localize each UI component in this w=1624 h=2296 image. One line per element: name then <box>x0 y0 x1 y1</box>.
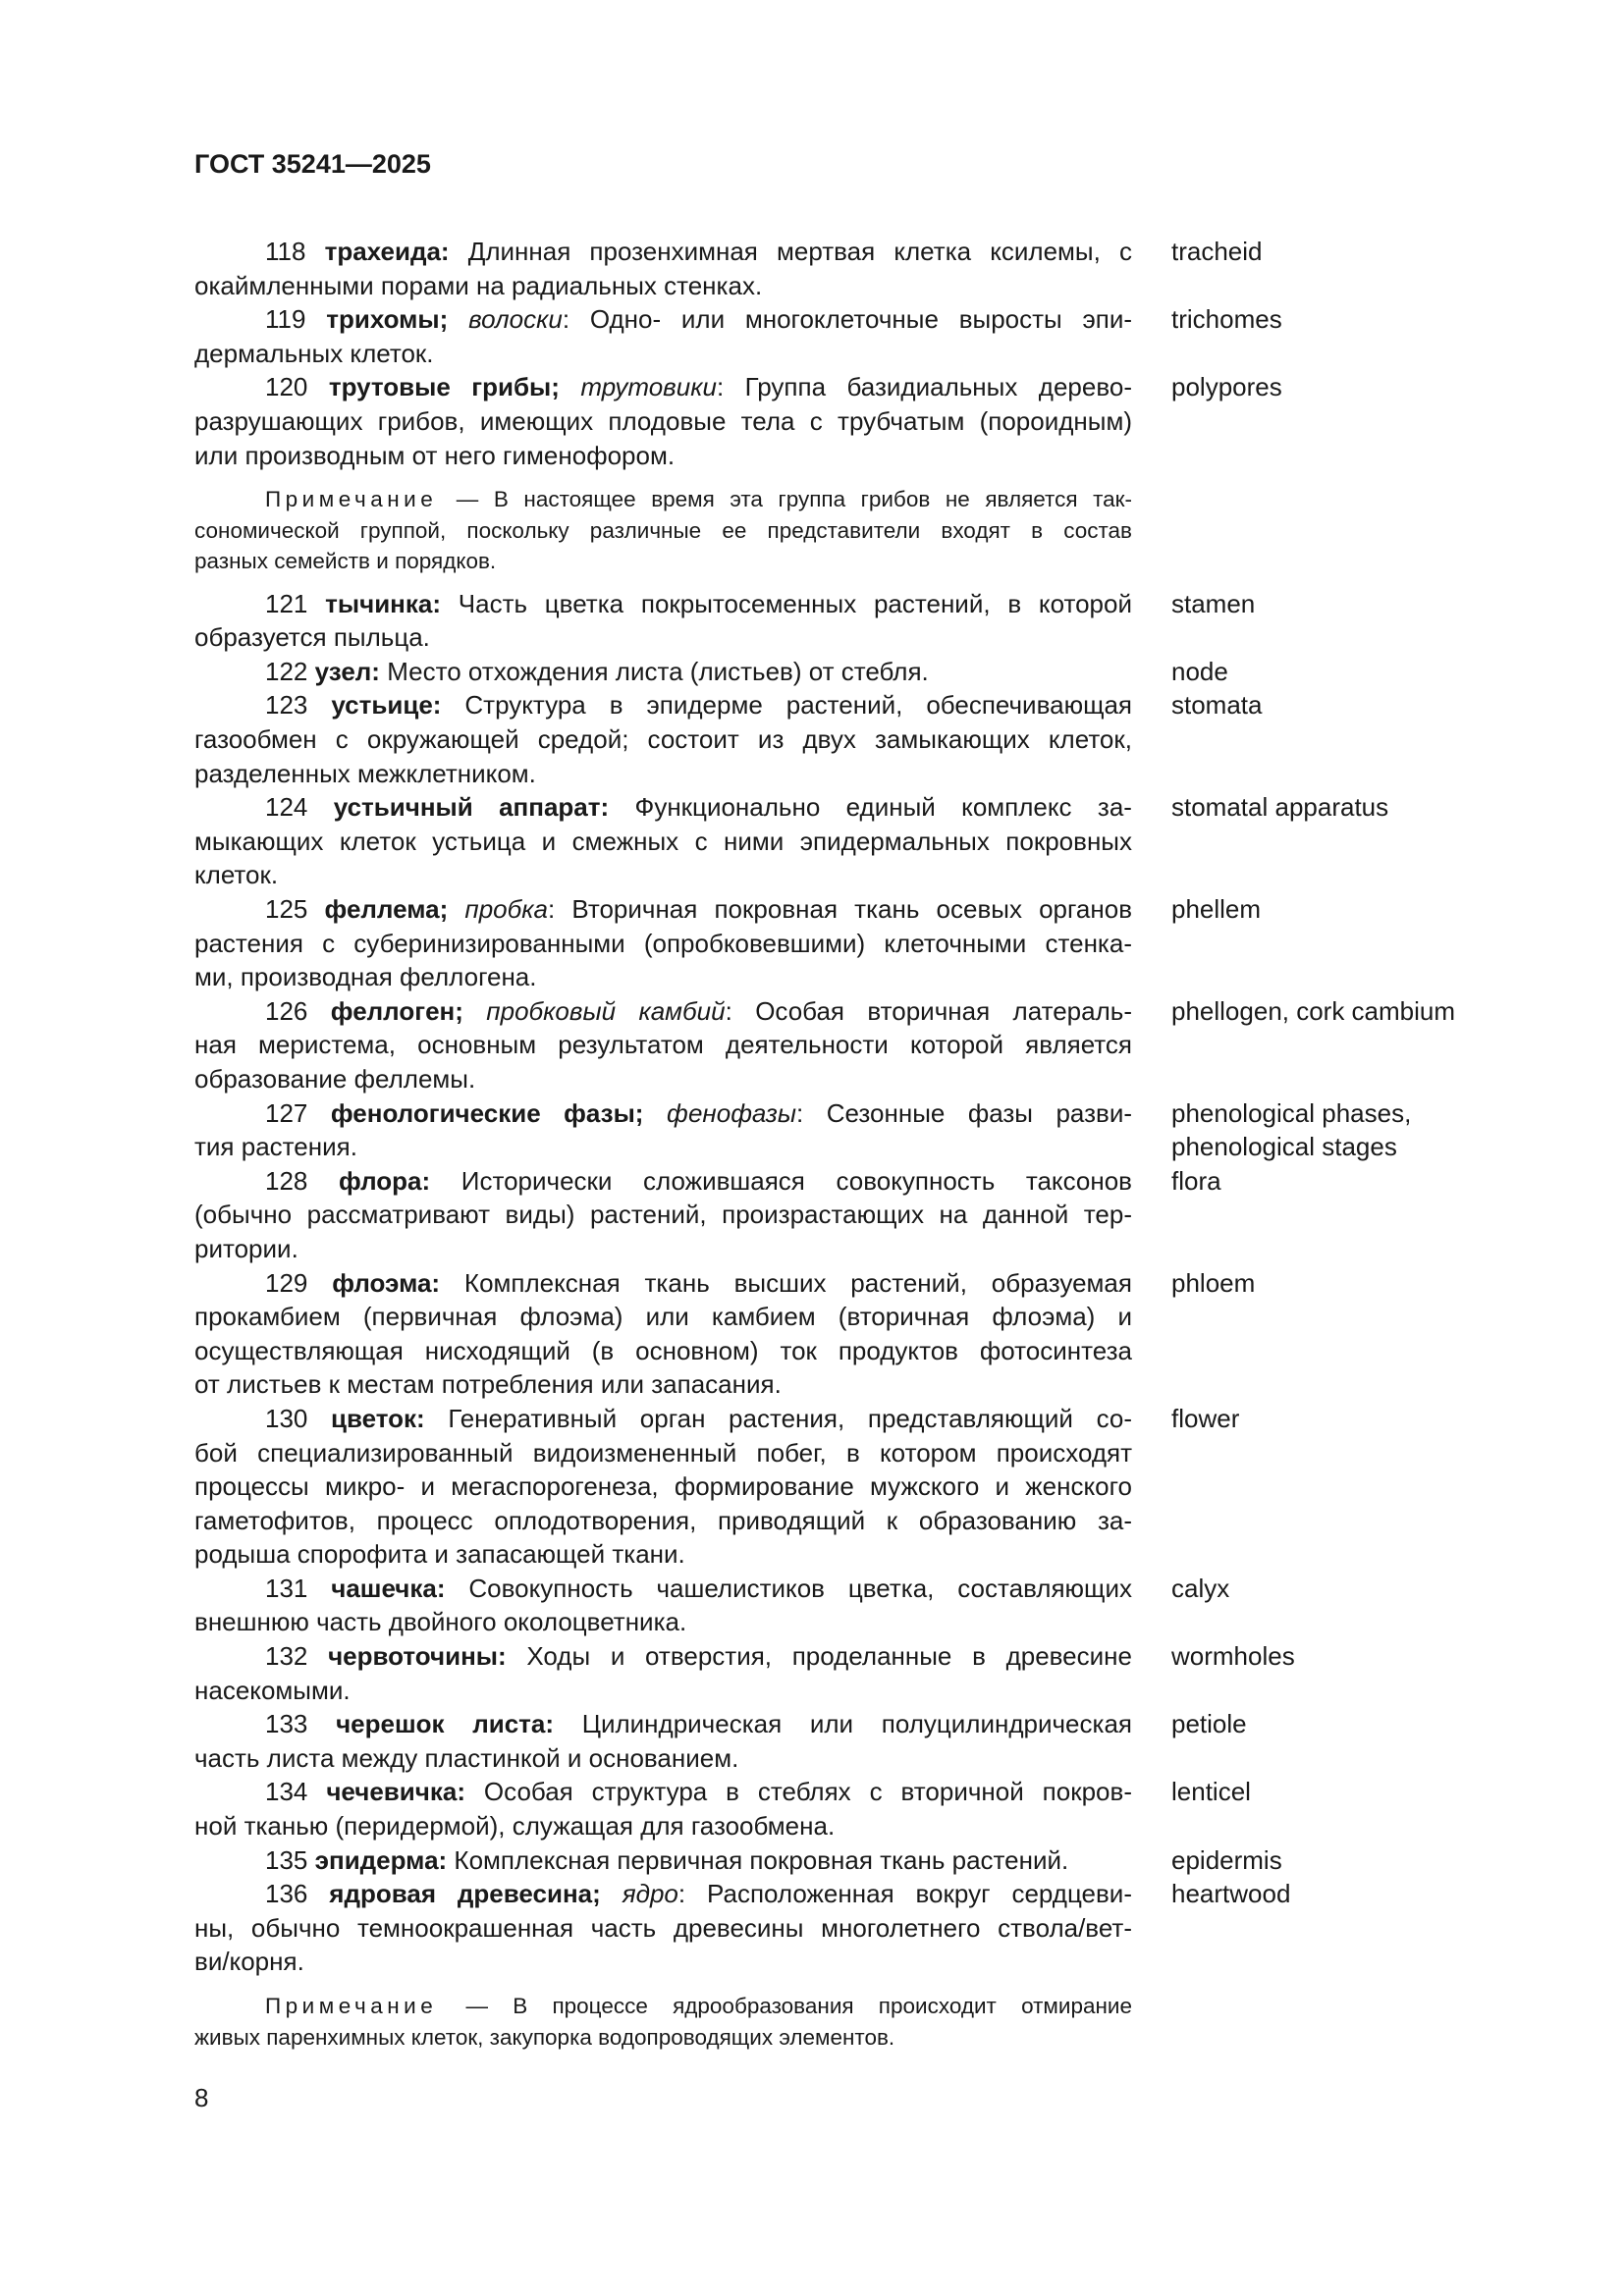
english-term: tracheid <box>1171 237 1263 266</box>
term-name: червоточины: <box>328 1641 507 1672</box>
definition-line <box>194 688 1132 722</box>
english-equivalent <box>1171 1266 1255 1402</box>
definition-text: Сезонные фазы разви- <box>826 1097 1133 1128</box>
term-name: трихомы; <box>326 304 449 335</box>
english-equivalent <box>1171 892 1261 994</box>
english-term: epidermis <box>1171 1844 1282 1875</box>
term-definition <box>194 994 1132 1096</box>
english-equivalent <box>1171 1164 1221 1266</box>
definition-line <box>194 1639 1132 1674</box>
definition-text: родыша спорофита и запасающей ткани. <box>194 1539 685 1570</box>
definition-text: внешнюю часть двойного околоцветника. <box>194 1607 687 1637</box>
definition-line <box>194 1572 1132 1606</box>
definition-line <box>194 1537 1132 1572</box>
english-term: phenological stages <box>1171 1132 1397 1162</box>
term-number: 128 <box>265 1165 308 1196</box>
english-equivalent <box>1171 1639 1295 1707</box>
term-name: трахеида: <box>324 237 450 266</box>
note-line <box>194 484 1132 515</box>
definition-text: ны, обычно темноокрашенная часть древесины многолетнего ствола/вет- <box>194 1912 1132 1943</box>
english-term: lenticel <box>1171 1777 1251 1807</box>
english-term: phloem <box>1171 1267 1256 1298</box>
note-line <box>194 515 1132 547</box>
english-term: wormholes <box>1171 1641 1295 1672</box>
definition-text: дермальных клеток. <box>194 338 434 368</box>
term-name: ядровая древесина; <box>329 1879 601 1909</box>
english-equivalent <box>1171 655 1228 689</box>
term-entry <box>194 1402 1471 1572</box>
definition-line <box>194 1402 1132 1436</box>
term-definition <box>194 1843 1132 1878</box>
definition-line <box>194 722 1132 757</box>
definition-text: осуществляющая нисходящий (в основном) ток продуктов фотосинтеза <box>194 1335 1132 1365</box>
term-name: устьице: <box>331 690 442 721</box>
definition-text: мыкающих клеток устьица и смежных с ними эпидермальных покровных <box>194 826 1132 856</box>
definition-text: разделенных межклетником. <box>194 758 536 788</box>
definition-text: разрушающих грибов, имеющих плодовые тела с трубчатым (пороидным) <box>194 405 1132 436</box>
definition-text: от листьев к местам потребления или запасания. <box>194 1369 782 1400</box>
note-text: сономической группой, поскольку различные ее представители входят в состав <box>194 517 1132 543</box>
term-number: 123 <box>265 690 308 721</box>
terms-list <box>194 235 1471 2062</box>
definition-line <box>194 1809 1132 1843</box>
english-equivalent <box>1171 587 1255 655</box>
english-term: stamen <box>1171 588 1256 618</box>
definition-text: Ходы и отверстия, проделанные в древесине <box>526 1641 1132 1672</box>
definition-text: тия растения. <box>194 1132 357 1162</box>
term-definition <box>194 302 1132 370</box>
term-definition <box>194 587 1132 655</box>
english-equivalent <box>1171 1096 1411 1164</box>
english-term: heartwood <box>1171 1879 1291 1909</box>
english-term: node <box>1171 656 1228 686</box>
definition-line: 125 феллема; пробка: Вторичная покровная ткань осевых органов <box>265 894 1133 924</box>
definition-line <box>194 757 1132 791</box>
definition-line <box>194 1062 1132 1096</box>
definition-line <box>194 825 1132 859</box>
term-name: узел: <box>314 656 380 686</box>
definition-text: Одно- или многоклеточные выросты эпи- <box>589 304 1133 335</box>
definition-line <box>194 1911 1132 1946</box>
definition-line <box>194 1945 1132 1979</box>
definition-line: 136 ядровая древесина; ядро: Расположенная вокруг сердцеви- <box>265 1879 1132 1909</box>
definition-text: Генеративный орган растения, представляющий со- <box>448 1403 1132 1433</box>
definition-text: Длинная прозенхимная мертвая клетка ксилемы, с <box>467 237 1132 266</box>
term-number: 127 <box>265 1097 308 1128</box>
definition-line <box>194 1232 1132 1266</box>
term-definition <box>194 892 1132 994</box>
term-entry <box>194 994 1471 1096</box>
term-definition <box>194 1775 1132 1842</box>
definition-text: бой специализированный видоизмененный побег, в котором происходят <box>194 1437 1132 1468</box>
term-definition <box>194 235 1132 302</box>
term-number: 131 <box>265 1573 308 1603</box>
term-number: 125 <box>265 894 308 924</box>
english-equivalent <box>1171 1402 1239 1572</box>
term-synonym: пробковый камбий <box>486 995 726 1026</box>
english-term: trichomes <box>1171 304 1282 335</box>
definition-line <box>194 269 1132 303</box>
term-definition <box>194 790 1132 892</box>
definition-line <box>194 404 1132 439</box>
term-entry <box>194 688 1471 790</box>
term-entry <box>194 1572 1471 1639</box>
term-definition <box>194 1266 1132 1402</box>
definition-text: ви/корня. <box>194 1947 304 1977</box>
term-definition <box>194 688 1132 790</box>
definition-line <box>194 927 1132 961</box>
term-number: 134 <box>265 1777 308 1807</box>
page-number: 8 <box>194 2083 209 2112</box>
definition-text: Группа базидиальных дерево- <box>744 372 1132 402</box>
term-entry <box>194 1164 1471 1266</box>
definition-line <box>194 790 1132 825</box>
definition-text: Структура в эпидерме растений, обеспечивающая <box>464 690 1132 721</box>
term-entry <box>194 655 1471 689</box>
term-number: 118 <box>265 237 306 266</box>
term-name: флоэма: <box>332 1267 441 1298</box>
term-definition <box>194 655 1132 689</box>
english-term: stomata <box>1171 690 1263 721</box>
term-entry <box>194 1843 1471 1878</box>
term-synonym: волоски <box>468 304 563 335</box>
term-name: флора: <box>339 1165 431 1196</box>
definition-text: Комплексная первичная покровная ткань растений. <box>454 1844 1069 1875</box>
term-definition <box>194 1164 1132 1266</box>
definition-line <box>194 1300 1132 1334</box>
english-term: calyx <box>1171 1573 1230 1603</box>
term-entry <box>194 892 1471 994</box>
definition-line <box>194 1674 1132 1708</box>
term-number: 135 <box>265 1844 308 1875</box>
term-entry <box>194 370 1471 472</box>
term-name: чашечка: <box>331 1573 446 1603</box>
note-text: — В настоящее время эта группа грибов не является так- <box>456 487 1132 512</box>
definition-text: часть листа между пластинкой и основанием. <box>194 1742 739 1773</box>
english-term: flower <box>1171 1403 1240 1433</box>
definition-line <box>194 1028 1132 1062</box>
definition-line <box>194 1198 1132 1232</box>
term-number: 124 <box>265 792 308 823</box>
term-entry <box>194 302 1471 370</box>
english-equivalent <box>1171 370 1282 472</box>
term-name: феллоген; <box>330 995 463 1026</box>
definition-line <box>194 1605 1132 1639</box>
term-entry <box>194 1266 1471 1402</box>
definition-text: окаймленными порами на радиальных стенках. <box>194 270 763 300</box>
note-line <box>194 546 1132 577</box>
term-synonym: трутовики <box>580 372 717 402</box>
term-synonym: фенофазы <box>666 1097 797 1128</box>
definition-line: 119 трихомы; волоски: Одно- или многоклеточные выросты эпи- <box>265 304 1133 335</box>
term-number: 121 <box>265 588 308 618</box>
note-line <box>194 2022 1132 2054</box>
english-equivalent <box>1171 1572 1229 1639</box>
definition-line <box>194 1436 1132 1470</box>
definition-text: Функционально единый комплекс за- <box>634 792 1132 823</box>
note-text: разных семейств и порядков. <box>194 549 497 574</box>
term-number: 126 <box>265 995 308 1026</box>
definition-line <box>194 620 1132 655</box>
definition-line <box>194 1334 1132 1368</box>
definition-text: газообмен с окружающей средой; состоит из двух замыкающих клеток, <box>194 724 1132 755</box>
definition-text: Расположенная вокруг сердцеви- <box>707 1879 1132 1909</box>
definition-text: Исторически сложившаяся совокупность таксонов <box>460 1165 1132 1196</box>
definition-text: образование феллемы. <box>194 1063 476 1094</box>
definition-line <box>194 655 1132 689</box>
note-label: Примечание <box>265 1994 438 2018</box>
term-number: 132 <box>265 1641 308 1672</box>
term-number: 129 <box>265 1267 308 1298</box>
term-name: устьичный аппарат: <box>333 792 610 823</box>
term-definition <box>194 1096 1132 1164</box>
definition-line <box>194 235 1132 269</box>
term-number: 122 <box>265 656 308 686</box>
note-text: — В процессе ядрообразования происходит отмирание <box>465 1994 1132 2018</box>
term-name: трутовые грибы; <box>328 372 560 402</box>
definition-line <box>194 337 1132 371</box>
definition-line <box>194 1741 1132 1776</box>
english-equivalent <box>1171 1707 1247 1775</box>
definition-line <box>194 587 1132 621</box>
definition-line <box>194 858 1132 892</box>
definition-text: Вторичная покровная ткань осевых органов <box>571 894 1133 924</box>
english-equivalent <box>1171 1843 1282 1878</box>
term-name: эпидерма: <box>314 1844 448 1875</box>
term-synonym: ядро <box>622 1879 678 1909</box>
term-synonym: пробка <box>464 894 548 924</box>
document-header: ГОСТ 35241—2025 <box>194 149 431 179</box>
definition-line <box>194 1843 1132 1878</box>
note-label: Примечание <box>265 487 438 512</box>
definition-line: 127 фенологические фазы; фенофазы: Сезонные фазы разви- <box>265 1097 1133 1128</box>
definition-line <box>194 960 1132 994</box>
definition-text: Часть цветка покрытосеменных растений, в которой <box>458 588 1132 618</box>
english-term: flora <box>1171 1165 1221 1196</box>
definition-line <box>194 1266 1132 1301</box>
english-term: phellem <box>1171 894 1262 924</box>
definition-line <box>194 1130 1132 1164</box>
english-equivalent <box>1171 235 1263 302</box>
definition-text: процессы микро- и мегаспорогенеза, формирование мужского и женского <box>194 1471 1132 1502</box>
definition-text: (обычно рассматривают виды) растений, произрастающих на данной тер- <box>194 1200 1132 1230</box>
english-equivalent <box>1171 1877 1290 1979</box>
term-entry <box>194 1775 1471 1842</box>
definition-text: Цилиндрическая или полуцилиндрическая <box>581 1709 1132 1739</box>
definition-text: насекомыми. <box>194 1675 351 1705</box>
definition-line <box>194 1775 1132 1809</box>
term-entry <box>194 235 1471 302</box>
term-definition <box>194 370 1132 472</box>
definition-text: ми, производная феллогена. <box>194 962 537 992</box>
term-definition <box>194 1572 1132 1639</box>
term-number: 120 <box>265 372 308 402</box>
english-equivalent <box>1171 302 1282 370</box>
definition-line <box>194 1164 1132 1199</box>
definition-line <box>194 439 1132 473</box>
term-name: чечевичка: <box>326 1777 465 1807</box>
note-line <box>194 1991 1132 2022</box>
english-equivalent <box>1171 790 1388 892</box>
term-entry <box>194 1096 1471 1164</box>
definition-text: ритории. <box>194 1233 298 1263</box>
english-term: polypores <box>1171 372 1282 402</box>
term-name: феллема; <box>324 894 449 924</box>
definition-text: Комплексная ткань высших растений, образуемая <box>463 1267 1132 1298</box>
term-entry <box>194 790 1471 892</box>
definition-line: 126 феллоген; пробковый камбий: Особая вторичная латераль- <box>265 995 1132 1026</box>
definition-text: ной тканью (перидермой), служащая для газообмена. <box>194 1811 836 1842</box>
term-number: 133 <box>265 1709 308 1739</box>
term-definition <box>194 1707 1132 1775</box>
definition-line <box>194 1707 1132 1741</box>
term-entry <box>194 1639 1471 1707</box>
definition-text: ная меристема, основным результатом деятельности которой является <box>194 1030 1132 1060</box>
term-name: фенологические фазы; <box>330 1097 644 1128</box>
term-name: цветок: <box>331 1403 425 1433</box>
term-number: 130 <box>265 1403 308 1433</box>
english-term: phenological phases, <box>1171 1097 1412 1128</box>
english-equivalent <box>1171 1775 1251 1842</box>
english-term: petiole <box>1171 1709 1247 1739</box>
definition-line <box>194 1469 1132 1504</box>
term-entry <box>194 1707 1471 1775</box>
term-entry <box>194 587 1471 655</box>
term-number: 119 <box>265 304 306 335</box>
definition-text: прокамбием (первичная флоэма) или камбием (вторичная флоэма) и <box>194 1302 1132 1332</box>
english-equivalent <box>1171 994 1455 1096</box>
term-name: черешок листа: <box>336 1709 555 1739</box>
term-definition <box>194 1639 1132 1707</box>
definition-text: Особая вторичная латераль- <box>755 995 1132 1026</box>
note <box>194 484 1132 577</box>
definition-text: или производным от него гименофором. <box>194 440 676 470</box>
term-number: 136 <box>265 1879 308 1909</box>
term-definition <box>194 1402 1132 1572</box>
definition-text: Особая структура в стеблях с вторичной покров- <box>483 1777 1132 1807</box>
english-equivalent <box>1171 688 1263 790</box>
definition-text: образуется пыльца. <box>194 622 430 653</box>
definition-text: гаметофитов, процесс оплодотворения, приводящий к образованию за- <box>194 1505 1132 1535</box>
definition-text: Место отхождения листа (листьев) от стебля. <box>387 656 929 686</box>
note <box>194 1991 1132 2053</box>
definition-text: клеток. <box>194 860 279 890</box>
definition-line <box>194 1504 1132 1538</box>
english-term: phellogen, cork cambium <box>1171 995 1456 1026</box>
term-definition <box>194 1877 1132 1979</box>
definition-line: 120 трутовые грибы; трутовики: Группа базидиальных дерево- <box>265 372 1132 402</box>
definition-line <box>194 1367 1132 1402</box>
english-term: stomatal apparatus <box>1171 792 1389 823</box>
definition-text: растения с суберинизированными (опробковевшими) клеточными стенка- <box>194 928 1132 958</box>
term-entry <box>194 1877 1471 1979</box>
definition-text: Совокупность чашелистиков цветка, составляющих <box>468 1573 1132 1603</box>
term-name: тычинка: <box>325 588 442 618</box>
note-text: живых паренхимных клеток, закупорка водопроводящих элементов. <box>194 2024 895 2050</box>
